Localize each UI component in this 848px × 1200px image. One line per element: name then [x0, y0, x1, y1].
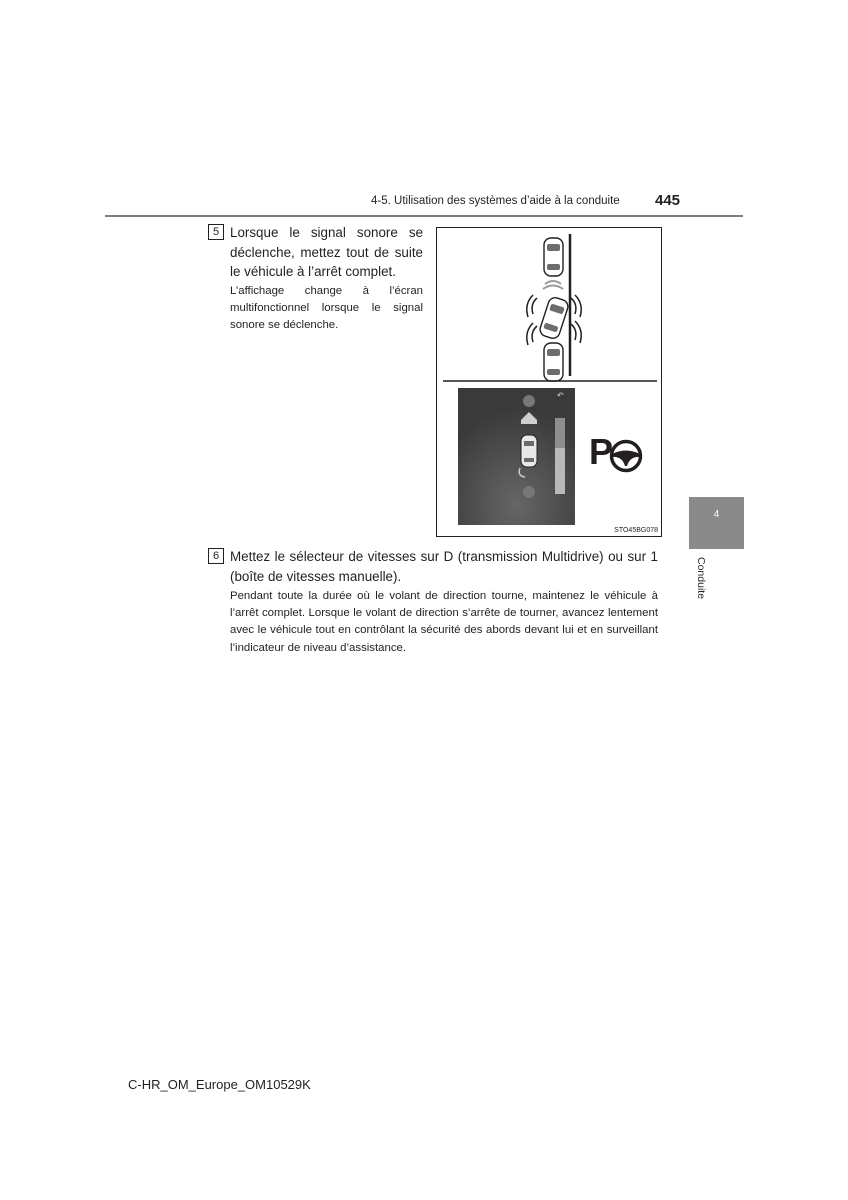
- step-5-number: 5: [208, 224, 224, 240]
- step-5-note: L’affichage change à l’écran multifonctionnel lorsque le signal sonore se déclenche.: [230, 285, 423, 332]
- parking-assist-figure: [436, 227, 662, 537]
- step-6-number: 6: [208, 548, 224, 564]
- chapter-label: Conduite: [695, 557, 707, 600]
- sensor-waves-front-icon: [543, 281, 563, 289]
- parking-illustration: [437, 228, 661, 536]
- step-6-note: Pendant toute la durée où le volant de direction tourne, maintenez le véhicule à l’arrêt complet. Lorsque le volant de direction s’arrête de tourner, avancez lentement avec le véhicule tout en contrôlant la sécurité des abords devant lui et en surveillant l’indicateur de niveau d’assistance.: [230, 590, 658, 654]
- multi-information-display: [458, 388, 575, 525]
- header-section-title: 4-5. Utilisation des systèmes d’aide à la conduite: [371, 195, 620, 207]
- chapter-number: 4: [713, 509, 720, 520]
- figure-caption: STO45BG078: [614, 527, 658, 534]
- footer-doc-code: C-HR_OM_Europe_OM10529K: [128, 1077, 311, 1092]
- own-vehicle-icon: [538, 296, 569, 340]
- return-arrow-icon: ↶: [557, 391, 564, 400]
- page-number: 445: [655, 192, 681, 209]
- park-indicator-symbol: P: [589, 431, 614, 472]
- parked-car-rear-icon: [544, 343, 563, 381]
- step-5-text: Lorsque le signal sonore se déclenche, mettez tout de suite le véhicule à l’arrêt complet.: [230, 225, 423, 279]
- header-rule: [105, 215, 743, 217]
- parked-car-front-icon: [544, 238, 563, 276]
- step-6-text: Mettez le sélecteur de vitesses sur D (transmission Multidrive) ou sur 1 (boîte de vitesses manuelle).: [230, 549, 658, 584]
- chapter-tab: [689, 497, 744, 549]
- steering-wheel-icon: [608, 438, 644, 474]
